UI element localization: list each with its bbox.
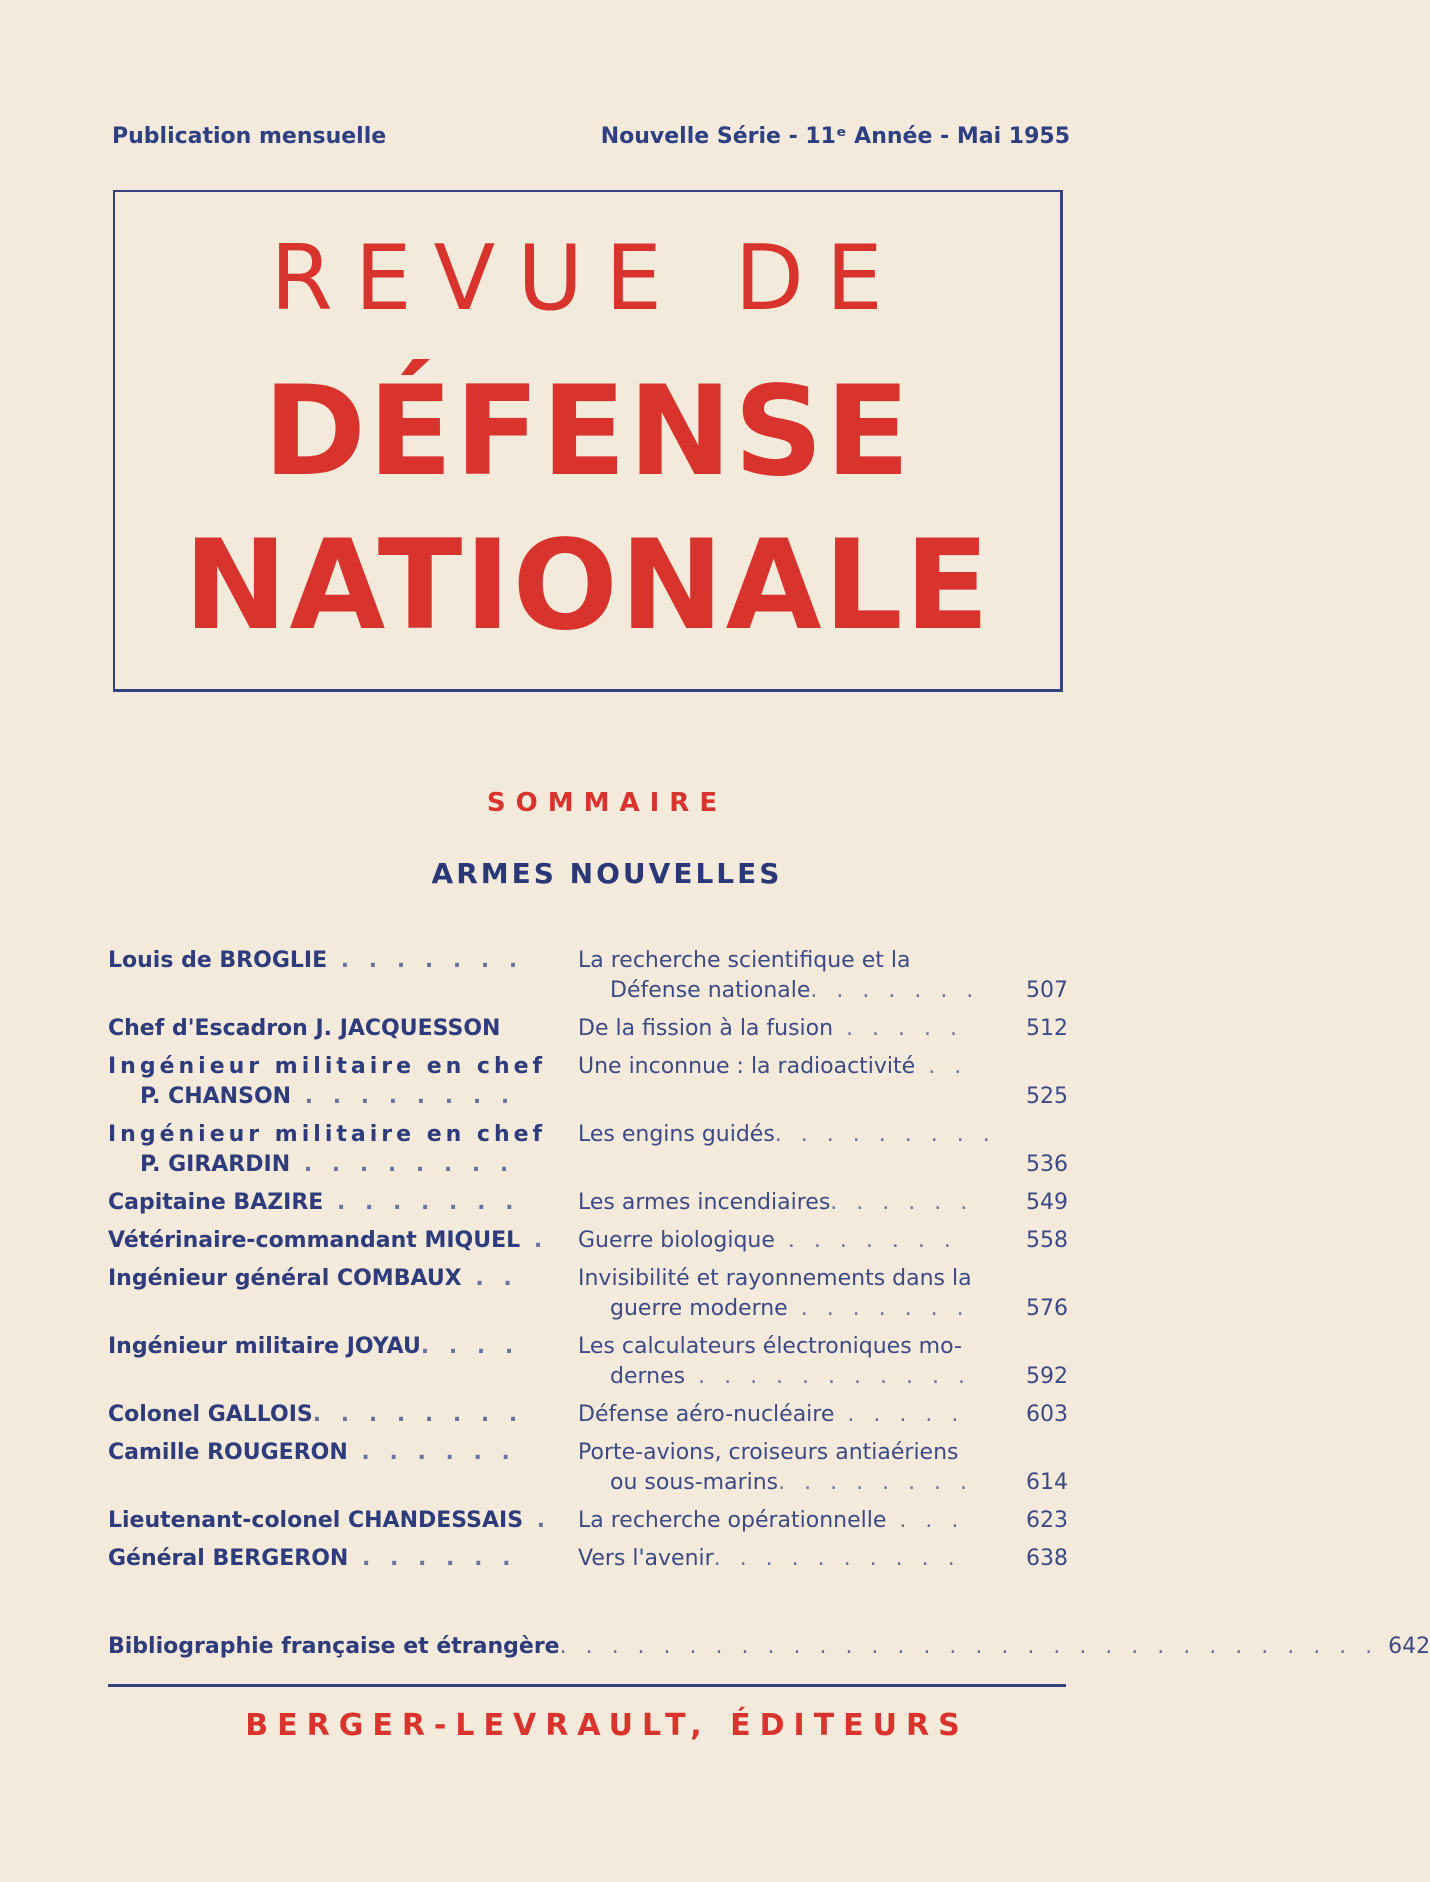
toc-author-name: Capitaine BAZIRE bbox=[108, 1190, 324, 1215]
toc-author-name: Général BERGERON bbox=[108, 1546, 349, 1571]
toc-page-number: 549 bbox=[1026, 1190, 1068, 1215]
toc-page-number: 592 bbox=[1026, 1364, 1068, 1389]
toc-entry bbox=[108, 1264, 1068, 1324]
toc-author bbox=[108, 1188, 558, 1218]
toc-title-line1: Guerre biologique bbox=[578, 1228, 775, 1253]
toc-page-number: 536 bbox=[1026, 1152, 1068, 1177]
toc-author-dots: . . . . . . . . bbox=[312, 1402, 524, 1427]
table-of-contents bbox=[108, 946, 1068, 1582]
masthead-line-1: REVUE DE bbox=[270, 226, 905, 331]
toc-title-line1: Les engins guidés bbox=[578, 1122, 775, 1147]
toc-title-dots: . . . . . . . . bbox=[778, 1470, 974, 1495]
toc-title-line1: Défense aéro-nucléaire bbox=[578, 1402, 835, 1427]
toc-title bbox=[558, 946, 1016, 1006]
toc-title-line1: Une inconnue : la radioactivité bbox=[578, 1054, 916, 1079]
header bbox=[112, 124, 1070, 149]
toc-title bbox=[558, 1400, 1016, 1430]
toc-title-dots: . . . . . . . . . . . bbox=[685, 1364, 971, 1389]
masthead-frame bbox=[113, 190, 1063, 692]
toc-entry bbox=[108, 1332, 1068, 1392]
toc-author-name: Colonel GALLOIS bbox=[108, 1402, 313, 1427]
toc-title-dots: . . . . . . . bbox=[774, 1228, 957, 1253]
toc-entry bbox=[108, 1544, 1068, 1574]
bibliography-entry bbox=[108, 1634, 1430, 1659]
toc-author-dots: . . . . . . . . bbox=[291, 1084, 516, 1109]
toc-author-name: Camille ROUGERON bbox=[108, 1440, 348, 1465]
publication-frequency: Publication mensuelle bbox=[112, 124, 387, 149]
toc-title-line2 bbox=[578, 976, 1016, 1006]
toc-title-text: ou sous-marins bbox=[610, 1470, 779, 1495]
toc-author-dots: . bbox=[520, 1228, 549, 1253]
toc-author bbox=[108, 1052, 558, 1112]
toc-entry bbox=[108, 1438, 1068, 1498]
toc-title-line2 bbox=[578, 1294, 1016, 1324]
masthead-line-3: NATIONALE bbox=[183, 514, 992, 658]
toc-title-dots: . . . . . . . . . bbox=[774, 1122, 996, 1147]
toc-author-line1: Ingénieur militaire en chef bbox=[108, 1122, 547, 1147]
toc-page-number: 558 bbox=[1026, 1228, 1068, 1253]
toc-title-text: Défense nationale bbox=[610, 978, 811, 1003]
toc-page-number: 576 bbox=[1026, 1296, 1068, 1321]
toc-entry bbox=[108, 1014, 1068, 1044]
toc-author bbox=[108, 1120, 558, 1180]
toc-author-dots: . bbox=[523, 1508, 552, 1533]
toc-title-text: guerre moderne bbox=[610, 1296, 788, 1321]
toc-entry bbox=[108, 946, 1068, 1006]
toc-title-dots: . . . . . . . . . . bbox=[713, 1546, 961, 1571]
toc-entry bbox=[108, 1120, 1068, 1180]
toc-page-number: 525 bbox=[1026, 1084, 1068, 1109]
toc-title-line1: Les armes incendiaires bbox=[578, 1190, 831, 1215]
toc-author-line2 bbox=[108, 1082, 558, 1112]
toc-author-line2 bbox=[108, 1150, 558, 1180]
toc-author bbox=[108, 1014, 558, 1044]
toc-author bbox=[108, 1226, 558, 1256]
toc-page-number: 507 bbox=[1026, 978, 1068, 1003]
toc-author-name: Vétérinaire-commandant MIQUEL bbox=[108, 1228, 521, 1253]
bibliography-dots: . . . . . . . . . . . . . . . . . . . . . . . . . . . . . . . . bbox=[559, 1634, 1379, 1659]
toc-entry bbox=[108, 1188, 1068, 1218]
toc-title bbox=[558, 1052, 1016, 1112]
toc-author bbox=[108, 1332, 558, 1392]
toc-author-name: Lieutenant-colonel CHANDESSAIS bbox=[108, 1508, 524, 1533]
toc-entry bbox=[108, 1226, 1068, 1256]
toc-author-dots: . . . . . . bbox=[348, 1546, 517, 1571]
toc-title-dots: . . . . . bbox=[834, 1402, 965, 1427]
toc-title bbox=[558, 1332, 1016, 1392]
toc-title bbox=[558, 1438, 1016, 1498]
toc-author-name: P. GIRARDIN bbox=[140, 1152, 291, 1177]
toc-title bbox=[558, 1014, 1016, 1044]
divider-rule bbox=[108, 1684, 1066, 1687]
toc-title-text: dernes bbox=[610, 1364, 686, 1389]
toc-title bbox=[558, 1506, 1016, 1536]
toc-title-dots: . . . . . bbox=[833, 1016, 964, 1041]
toc-author-dots: . . . . . . . bbox=[323, 1190, 520, 1215]
toc-title-line1: La recherche scientifique et la bbox=[578, 948, 911, 973]
toc-author-dots: . . . . bbox=[420, 1334, 520, 1359]
toc-author bbox=[108, 1438, 558, 1498]
toc-author bbox=[108, 946, 558, 1006]
toc-title-dots: . . . . . . . bbox=[787, 1296, 970, 1321]
toc-author bbox=[108, 1506, 558, 1536]
toc-author-name: Louis de BROGLIE bbox=[108, 948, 328, 973]
toc-page-number: 623 bbox=[1026, 1508, 1068, 1533]
publisher-name: BERGER-LEVRAULT, ÉDITEURS bbox=[245, 1708, 969, 1743]
toc-title-line2 bbox=[578, 1362, 1016, 1392]
toc-entry bbox=[108, 1400, 1068, 1430]
toc-author-dots: . . . . . . . . bbox=[290, 1152, 515, 1177]
toc-page-number: 603 bbox=[1026, 1402, 1068, 1427]
issue-info: Nouvelle Série - 11ᵉ Année - Mai 1955 bbox=[600, 124, 1070, 149]
toc-page-number: 512 bbox=[1026, 1016, 1068, 1041]
toc-author-name: P. CHANSON bbox=[140, 1084, 292, 1109]
toc-title-dots: . . . bbox=[886, 1508, 965, 1533]
masthead-line-2: DÉFENSE bbox=[263, 360, 912, 504]
toc-author-dots: . . . . . . . bbox=[327, 948, 524, 973]
toc-title bbox=[558, 1120, 1016, 1180]
toc-title bbox=[558, 1188, 1016, 1218]
toc-author-name: Ingénieur militaire JOYAU bbox=[108, 1334, 421, 1359]
toc-title-line1: Invisibilité et rayonnements dans la bbox=[578, 1266, 972, 1291]
bibliography-page: 642 bbox=[1388, 1634, 1430, 1659]
toc-author-name: Chef d'Escadron J. JACQUESSON bbox=[108, 1016, 501, 1041]
toc-title-line1: Porte-avions, croiseurs antiaériens bbox=[578, 1440, 959, 1465]
section-heading: ARMES NOUVELLES bbox=[431, 857, 783, 890]
toc-author-dots: . . . . . . bbox=[347, 1440, 516, 1465]
toc-entry bbox=[108, 1052, 1068, 1112]
toc-title-line1: La recherche opérationnelle bbox=[578, 1508, 887, 1533]
sommaire-heading: SOMMAIRE bbox=[486, 788, 728, 818]
toc-title-line2 bbox=[578, 1468, 1016, 1498]
toc-author-name: Ingénieur général COMBAUX bbox=[108, 1266, 462, 1291]
toc-author bbox=[108, 1400, 558, 1430]
toc-title-line1: De la fission à la fusion bbox=[578, 1016, 834, 1041]
toc-page-number: 614 bbox=[1026, 1470, 1068, 1495]
toc-title-line1: Les calculateurs électroniques mo- bbox=[578, 1334, 962, 1359]
toc-title-line1: Vers l'avenir bbox=[578, 1546, 714, 1571]
toc-entry bbox=[108, 1506, 1068, 1536]
toc-title-dots: . . bbox=[915, 1054, 968, 1079]
toc-page-number: 638 bbox=[1026, 1546, 1068, 1571]
toc-title bbox=[558, 1544, 1016, 1574]
toc-author-line1: Ingénieur militaire en chef bbox=[108, 1054, 547, 1079]
toc-title-dots: . . . . . . bbox=[830, 1190, 974, 1215]
bibliography-label: Bibliographie française et étrangère bbox=[108, 1634, 560, 1659]
toc-author-dots: . . bbox=[461, 1266, 518, 1291]
toc-title bbox=[558, 1264, 1016, 1324]
toc-title-dots: . . . . . . . bbox=[810, 978, 980, 1003]
toc-title bbox=[558, 1226, 1016, 1256]
toc-author bbox=[108, 1264, 558, 1324]
toc-author bbox=[108, 1544, 558, 1574]
